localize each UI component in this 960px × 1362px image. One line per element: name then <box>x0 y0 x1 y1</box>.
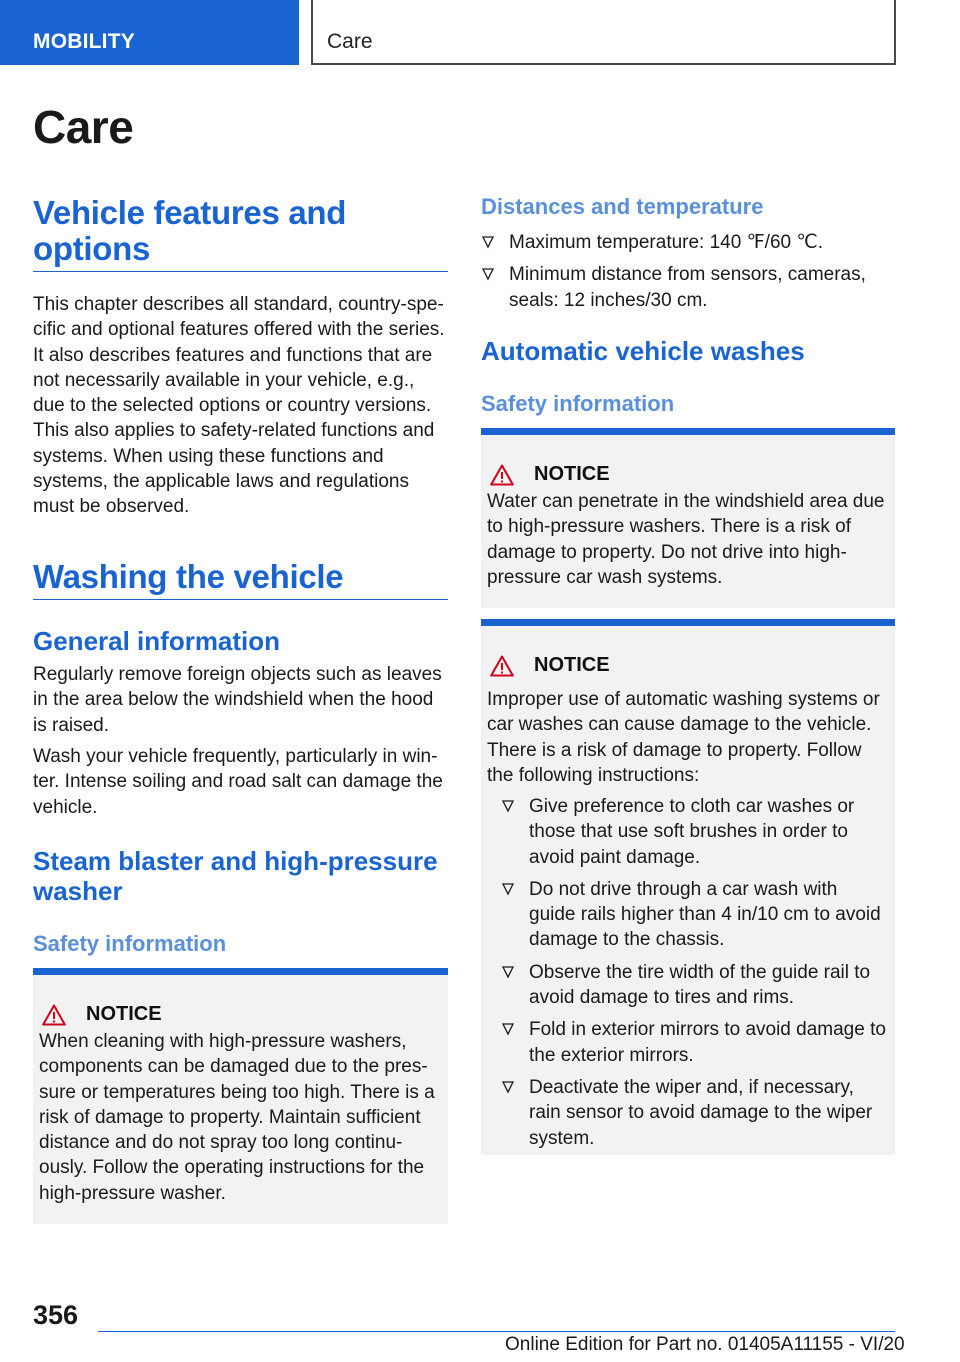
triangle-bullet-icon <box>501 1080 515 1094</box>
instructions-list <box>501 794 886 1158</box>
footer-divider <box>98 1331 895 1332</box>
warning-triangle-icon <box>42 1004 66 1026</box>
list-item: Maximum temperature: 140 ℉/60 ℃. <box>481 230 896 255</box>
notice-label: NOTICE <box>534 654 610 676</box>
section-tab: MOBILITY <box>0 0 299 65</box>
notice-box <box>481 428 895 608</box>
washing-heading: Washing the vehicle <box>33 558 344 595</box>
list-item: Do not drive through a car wash with guide rails higher than 4 in/10 cm to avoid damage to the chassis. <box>501 877 886 953</box>
list-item: Observe the tire width of the guide rail to avoid damage to tires and rims. <box>501 960 886 1011</box>
general-info-paragraph: Wash your vehicle frequently, particularly in winter. Intense soiling and road salt can damage the vehicle. <box>33 746 443 818</box>
page-title: Care <box>33 101 134 153</box>
list-item: Fold in exterior mirrors to avoid damage to the exterior mirrors. <box>501 1017 886 1068</box>
distances-heading: Distances and temperature <box>481 194 764 219</box>
list-item: Deactivate the wiper and, if necessary, rain sensor to avoid damage to the wiper system. <box>501 1075 886 1151</box>
safety-info-heading: Safety information <box>481 391 675 416</box>
automatic-washes-heading: Automatic vehicle washes <box>481 336 805 366</box>
steam-blaster-heading: Steam blaster and high-pressure washer <box>33 846 438 906</box>
notice-text: Water can penetrate in the windshield area due to high-pressure washers. There is a risk of damage to property. Do not drive into high-pressure car wash systems. <box>487 491 885 588</box>
safety-info-heading: Safety information <box>33 931 227 956</box>
warning-triangle-icon <box>490 655 514 677</box>
edition-text: Online Edition for Part no. 01405A11155 - VI/20 <box>505 1334 905 1355</box>
page-number: 356 <box>33 1300 79 1330</box>
notice-text: Improper use of automatic washing systems or car washes can cause damage to the vehicle. There is a risk of damage to property. Follow the following instructions: <box>487 689 880 786</box>
notice-text: When cleaning with high-pressure washers, components can be damaged due to the pressure or temperatures being too high. There is a risk of damage to property. Maintain sufficient distance and do not spray too long continuously. Follow the operating instructions for the high-pressure washer. <box>39 1031 435 1204</box>
notice-box <box>481 619 895 1155</box>
triangle-bullet-icon <box>501 882 515 896</box>
triangle-bullet-icon <box>481 235 495 249</box>
list-item: Give preference to cloth car washes or those that use soft brushes in order to avoid paint damage. <box>501 794 886 870</box>
triangle-bullet-icon <box>481 267 495 281</box>
notice-box <box>33 968 448 1224</box>
notice-header <box>42 1003 162 1026</box>
vehicle-features-heading: Vehicle features and options <box>33 194 347 267</box>
general-info-paragraph: Regularly remove foreign objects such as leaves in the area below the windshield when the hood is raised. <box>33 664 442 736</box>
triangle-bullet-icon <box>501 799 515 813</box>
list-item: Minimum distance from sensors, cameras, seals: 12 inches/30 cm. <box>481 262 896 313</box>
notice-label: NOTICE <box>534 463 610 485</box>
section-divider <box>33 599 448 600</box>
notice-header <box>490 463 610 486</box>
triangle-bullet-icon <box>501 965 515 979</box>
vehicle-features-text: This chapter describes all standard, country-specific and optional features offered with the series. It also describes features and functions that are not necessarily available in your vehicle, e.g., due to the selected options or country versions. This also applies to safety-related functions and systems. When using these functions and systems, the applicable laws and regulations must be observed. <box>33 294 445 518</box>
triangle-bullet-icon <box>501 1022 515 1036</box>
chapter-tab: Care <box>311 0 896 65</box>
notice-header <box>490 654 610 677</box>
distances-list <box>481 230 896 320</box>
general-info-heading: General information <box>33 626 281 656</box>
warning-triangle-icon <box>490 464 514 486</box>
notice-label: NOTICE <box>86 1003 162 1025</box>
section-divider <box>33 271 448 272</box>
